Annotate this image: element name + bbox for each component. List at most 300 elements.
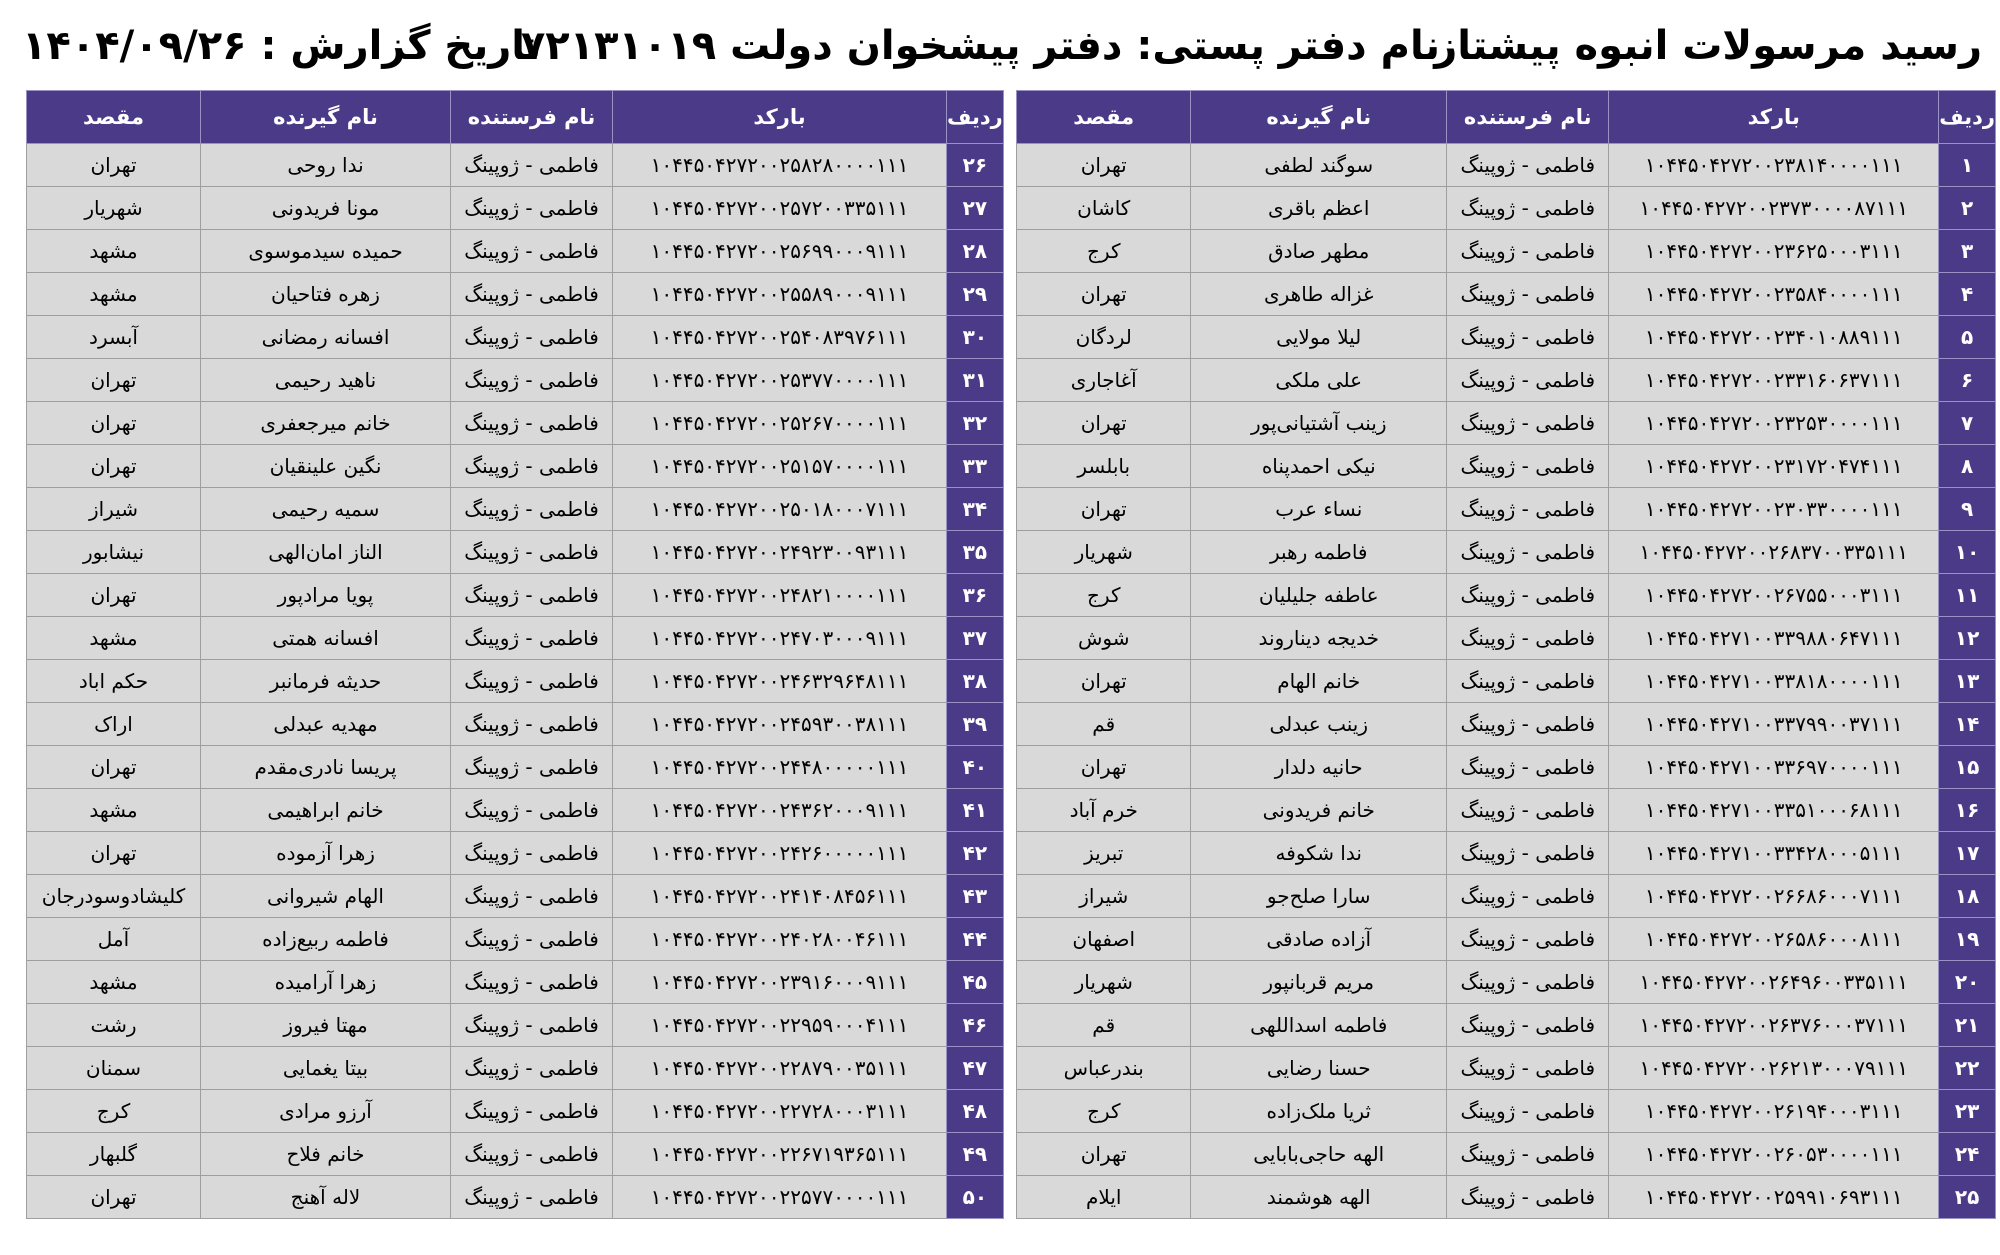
barcode-cell: ۱۰۴۴۵۰۴۲۷۲۰۰۲۴۸۲۱۰۰۰۰۱۱۱ bbox=[613, 574, 947, 617]
col-header-barcode: بارکد bbox=[1609, 91, 1939, 144]
table-row bbox=[1017, 359, 1996, 402]
table-row bbox=[1017, 961, 1996, 1004]
receiver-cell: زهرا آرامیده bbox=[201, 961, 451, 1004]
barcode-cell: ۱۰۴۴۵۰۴۲۷۲۰۰۲۲۵۷۷۰۰۰۰۱۱۱ bbox=[613, 1176, 947, 1219]
destination-cell: سمنان bbox=[27, 1047, 201, 1090]
receiver-cell: فاطمه رهبر bbox=[1191, 531, 1447, 574]
row-number: ۴۵ bbox=[947, 961, 1004, 1004]
barcode-cell: ۱۰۴۴۵۰۴۲۷۲۰۰۲۶۰۵۳۰۰۰۰۱۱۱ bbox=[1609, 1133, 1939, 1176]
row-number: ۱۴ bbox=[1939, 703, 1996, 746]
sender-cell: فاطمی - ژوپینگ bbox=[1447, 875, 1609, 918]
barcode-cell: ۱۰۴۴۵۰۴۲۷۲۰۰۲۴۵۹۳۰۰۳۸۱۱۱ bbox=[613, 703, 947, 746]
sender-cell: فاطمی - ژوپینگ bbox=[451, 144, 613, 187]
receiver-cell: حمیده سیدموسوی bbox=[201, 230, 451, 273]
sender-cell: فاطمی - ژوپینگ bbox=[1447, 617, 1609, 660]
barcode-cell: ۱۰۴۴۵۰۴۲۷۲۰۰۲۶۷۵۵۰۰۰۳۱۱۱ bbox=[1609, 574, 1939, 617]
row-number: ۳۶ bbox=[947, 574, 1004, 617]
table-row bbox=[1017, 789, 1996, 832]
destination-cell: آغاجاری bbox=[1017, 359, 1191, 402]
receiver-cell: فاطمه ربیع‌زاده bbox=[201, 918, 451, 961]
barcode-cell: ۱۰۴۴۵۰۴۲۷۱۰۰۳۳۵۱۰۰۰۶۸۱۱۱ bbox=[1609, 789, 1939, 832]
table-row bbox=[1017, 918, 1996, 961]
row-number: ۲۵ bbox=[1939, 1176, 1996, 1219]
sender-cell: فاطمی - ژوپینگ bbox=[1447, 273, 1609, 316]
table-row bbox=[27, 832, 1004, 875]
sender-cell: فاطمی - ژوپینگ bbox=[1447, 1004, 1609, 1047]
destination-cell: تهران bbox=[1017, 402, 1191, 445]
row-number: ۴۰ bbox=[947, 746, 1004, 789]
table-row bbox=[1017, 746, 1996, 789]
sender-cell: فاطمی - ژوپینگ bbox=[1447, 789, 1609, 832]
table-row bbox=[27, 445, 1004, 488]
barcode-cell: ۱۰۴۴۵۰۴۲۷۲۰۰۲۶۱۹۴۰۰۰۳۱۱۱ bbox=[1609, 1090, 1939, 1133]
destination-cell: مشهد bbox=[27, 789, 201, 832]
destination-cell: ایلام bbox=[1017, 1176, 1191, 1219]
receiver-cell: افسانه همتی bbox=[201, 617, 451, 660]
row-number: ۵۰ bbox=[947, 1176, 1004, 1219]
table-row bbox=[27, 789, 1004, 832]
row-number: ۹ bbox=[1939, 488, 1996, 531]
receiver-cell: زهره فتاحیان bbox=[201, 273, 451, 316]
receiver-cell: علی ملکی bbox=[1191, 359, 1447, 402]
parcels-table-left bbox=[26, 90, 1004, 1219]
sender-cell: فاطمی - ژوپینگ bbox=[451, 1176, 613, 1219]
destination-cell: تهران bbox=[1017, 746, 1191, 789]
destination-cell: تهران bbox=[27, 359, 201, 402]
table-row bbox=[27, 746, 1004, 789]
barcode-cell: ۱۰۴۴۵۰۴۲۷۲۰۰۲۵۳۷۷۰۰۰۰۱۱۱ bbox=[613, 359, 947, 402]
sender-cell: فاطمی - ژوپینگ bbox=[451, 1047, 613, 1090]
receiver-cell: زهرا آزموده bbox=[201, 832, 451, 875]
row-number: ۵ bbox=[1939, 316, 1996, 359]
table-row bbox=[1017, 574, 1996, 617]
barcode-cell: ۱۰۴۴۵۰۴۲۷۱۰۰۳۳۷۹۹۰۰۳۷۱۱۱ bbox=[1609, 703, 1939, 746]
sender-cell: فاطمی - ژوپینگ bbox=[1447, 316, 1609, 359]
sender-cell: فاطمی - ژوپینگ bbox=[1447, 359, 1609, 402]
row-number: ۲۱ bbox=[1939, 1004, 1996, 1047]
barcode-cell: ۱۰۴۴۵۰۴۲۷۲۰۰۲۴۷۰۳۰۰۰۹۱۱۱ bbox=[613, 617, 947, 660]
receiver-cell: حدیثه فرمانبر bbox=[201, 660, 451, 703]
receiver-cell: نگین علینقیان bbox=[201, 445, 451, 488]
destination-cell: کرج bbox=[1017, 230, 1191, 273]
sender-cell: فاطمی - ژوپینگ bbox=[451, 1133, 613, 1176]
table-row bbox=[1017, 445, 1996, 488]
destination-cell: تهران bbox=[1017, 488, 1191, 531]
table-body-right bbox=[1017, 144, 1996, 1219]
sender-cell: فاطمی - ژوپینگ bbox=[451, 617, 613, 660]
barcode-cell: ۱۰۴۴۵۰۴۲۷۲۰۰۲۶۲۱۳۰۰۰۷۹۱۱۱ bbox=[1609, 1047, 1939, 1090]
sender-cell: فاطمی - ژوپینگ bbox=[1447, 1176, 1609, 1219]
receiver-cell: سارا صلح‌جو bbox=[1191, 875, 1447, 918]
receiver-cell: ندا شکوفه bbox=[1191, 832, 1447, 875]
barcode-cell: ۱۰۴۴۵۰۴۲۷۱۰۰۳۳۴۲۸۰۰۰۵۱۱۱ bbox=[1609, 832, 1939, 875]
table-row bbox=[27, 660, 1004, 703]
sender-cell: فاطمی - ژوپینگ bbox=[451, 875, 613, 918]
receiver-cell: افسانه رمضانی bbox=[201, 316, 451, 359]
destination-cell: اصفهان bbox=[1017, 918, 1191, 961]
row-number: ۲۷ bbox=[947, 187, 1004, 230]
receiver-cell: الناز امان‌الهی bbox=[201, 531, 451, 574]
barcode-cell: ۱۰۴۴۵۰۴۲۷۲۰۰۲۴۴۸۰۰۰۰۰۱۱۱ bbox=[613, 746, 947, 789]
row-number: ۱۲ bbox=[1939, 617, 1996, 660]
sender-cell: فاطمی - ژوپینگ bbox=[451, 574, 613, 617]
table-row bbox=[1017, 832, 1996, 875]
row-number: ۳۴ bbox=[947, 488, 1004, 531]
table-row bbox=[27, 1133, 1004, 1176]
barcode-cell: ۱۰۴۴۵۰۴۲۷۲۰۰۲۵۹۹۱۰۶۹۳۱۱۱ bbox=[1609, 1176, 1939, 1219]
row-number: ۱۵ bbox=[1939, 746, 1996, 789]
row-number: ۲۹ bbox=[947, 273, 1004, 316]
table-row bbox=[27, 187, 1004, 230]
barcode-cell: ۱۰۴۴۵۰۴۲۷۲۰۰۲۳۹۱۶۰۰۰۹۱۱۱ bbox=[613, 961, 947, 1004]
destination-cell: تهران bbox=[27, 1176, 201, 1219]
col-header-row: ردیف bbox=[947, 91, 1004, 144]
table-row bbox=[1017, 144, 1996, 187]
col-header-receiver: نام گیرنده bbox=[201, 91, 451, 144]
table-row bbox=[27, 875, 1004, 918]
row-number: ۲۲ bbox=[1939, 1047, 1996, 1090]
destination-cell: شهریار bbox=[1017, 531, 1191, 574]
destination-cell: کاشان bbox=[1017, 187, 1191, 230]
row-number: ۳۰ bbox=[947, 316, 1004, 359]
row-number: ۲۸ bbox=[947, 230, 1004, 273]
receiver-cell: آزاده صادقی bbox=[1191, 918, 1447, 961]
receiver-cell: خدیجه دیناروند bbox=[1191, 617, 1447, 660]
sender-cell: فاطمی - ژوپینگ bbox=[451, 1004, 613, 1047]
sender-cell: فاطمی - ژوپینگ bbox=[1447, 488, 1609, 531]
destination-cell: حکم اباد bbox=[27, 660, 201, 703]
destination-cell: مشهد bbox=[27, 273, 201, 316]
table-row bbox=[27, 316, 1004, 359]
receiver-cell: غزاله طاهری bbox=[1191, 273, 1447, 316]
row-number: ۲۶ bbox=[947, 144, 1004, 187]
sender-cell: فاطمی - ژوپینگ bbox=[451, 918, 613, 961]
receiver-cell: حانیه دلدار bbox=[1191, 746, 1447, 789]
barcode-cell: ۱۰۴۴۵۰۴۲۷۱۰۰۳۳۹۸۸۰۶۴۷۱۱۱ bbox=[1609, 617, 1939, 660]
barcode-cell: ۱۰۴۴۵۰۴۲۷۲۰۰۲۶۴۹۶۰۰۳۳۵۱۱۱ bbox=[1609, 961, 1939, 1004]
table-header-row bbox=[27, 91, 1004, 144]
sender-cell: فاطمی - ژوپینگ bbox=[1447, 402, 1609, 445]
barcode-cell: ۱۰۴۴۵۰۴۲۷۲۰۰۲۵۶۹۹۰۰۰۹۱۱۱ bbox=[613, 230, 947, 273]
sender-cell: فاطمی - ژوپینگ bbox=[1447, 1133, 1609, 1176]
barcode-cell: ۱۰۴۴۵۰۴۲۷۲۰۰۲۴۳۶۲۰۰۰۹۱۱۱ bbox=[613, 789, 947, 832]
table-row bbox=[27, 230, 1004, 273]
destination-cell: آمل bbox=[27, 918, 201, 961]
destination-cell: شیراز bbox=[27, 488, 201, 531]
row-number: ۲۳ bbox=[1939, 1090, 1996, 1133]
receiver-cell: ندا روحی bbox=[201, 144, 451, 187]
destination-cell: شوش bbox=[1017, 617, 1191, 660]
table-row bbox=[27, 531, 1004, 574]
receiver-cell: پویا مرادپور bbox=[201, 574, 451, 617]
sender-cell: فاطمی - ژوپینگ bbox=[451, 531, 613, 574]
table-row bbox=[27, 703, 1004, 746]
col-header-receiver: نام گیرنده bbox=[1191, 91, 1447, 144]
barcode-cell: ۱۰۴۴۵۰۴۲۷۲۰۰۲۶۶۸۶۰۰۰۷۱۱۱ bbox=[1609, 875, 1939, 918]
destination-cell: تهران bbox=[1017, 660, 1191, 703]
table-row bbox=[1017, 187, 1996, 230]
destination-cell: رشت bbox=[27, 1004, 201, 1047]
destination-cell: تهران bbox=[1017, 273, 1191, 316]
row-number: ۳۹ bbox=[947, 703, 1004, 746]
row-number: ۸ bbox=[1939, 445, 1996, 488]
table-body-left bbox=[27, 144, 1004, 1219]
receiver-cell: حسنا رضایی bbox=[1191, 1047, 1447, 1090]
destination-cell: تهران bbox=[1017, 144, 1191, 187]
row-number: ۴۱ bbox=[947, 789, 1004, 832]
row-number: ۲۰ bbox=[1939, 961, 1996, 1004]
sender-cell: فاطمی - ژوپینگ bbox=[1447, 531, 1609, 574]
sender-cell: فاطمی - ژوپینگ bbox=[451, 832, 613, 875]
table-row bbox=[27, 1176, 1004, 1219]
destination-cell: قم bbox=[1017, 1004, 1191, 1047]
sender-cell: فاطمی - ژوپینگ bbox=[451, 230, 613, 273]
receiver-cell: الهام شیروانی bbox=[201, 875, 451, 918]
row-number: ۴۹ bbox=[947, 1133, 1004, 1176]
receiver-cell: سوگند لطفی bbox=[1191, 144, 1447, 187]
barcode-cell: ۱۰۴۴۵۰۴۲۷۲۰۰۲۵۱۵۷۰۰۰۰۱۱۱ bbox=[613, 445, 947, 488]
sender-cell: فاطمی - ژوپینگ bbox=[1447, 144, 1609, 187]
destination-cell: شیراز bbox=[1017, 875, 1191, 918]
destination-cell: کرج bbox=[1017, 574, 1191, 617]
destination-cell: نیشابور bbox=[27, 531, 201, 574]
row-number: ۳ bbox=[1939, 230, 1996, 273]
table-row bbox=[1017, 402, 1996, 445]
row-number: ۳۱ bbox=[947, 359, 1004, 402]
table-row bbox=[1017, 660, 1996, 703]
destination-cell: مشهد bbox=[27, 961, 201, 1004]
barcode-cell: ۱۰۴۴۵۰۴۲۷۲۰۰۲۳۰۳۳۰۰۰۰۱۱۱ bbox=[1609, 488, 1939, 531]
row-number: ۱۸ bbox=[1939, 875, 1996, 918]
sender-cell: فاطمی - ژوپینگ bbox=[1447, 961, 1609, 1004]
table-row bbox=[1017, 1176, 1996, 1219]
receiver-cell: زینب عبدلی bbox=[1191, 703, 1447, 746]
barcode-cell: ۱۰۴۴۵۰۴۲۷۲۰۰۲۳۴۰۱۰۸۸۹۱۱۱ bbox=[1609, 316, 1939, 359]
receiver-cell: مطهر صادق bbox=[1191, 230, 1447, 273]
receiver-cell: پریسا نادری‌مقدم bbox=[201, 746, 451, 789]
barcode-cell: ۱۰۴۴۵۰۴۲۷۲۰۰۲۳۱۷۲۰۴۷۴۱۱۱ bbox=[1609, 445, 1939, 488]
receiver-cell: مهتا فیروز bbox=[201, 1004, 451, 1047]
receiver-cell: مهدیه عبدلی bbox=[201, 703, 451, 746]
sender-cell: فاطمی - ژوپینگ bbox=[1447, 1047, 1609, 1090]
destination-cell: قم bbox=[1017, 703, 1191, 746]
sender-cell: فاطمی - ژوپینگ bbox=[451, 316, 613, 359]
receiver-cell: مونا فریدونی bbox=[201, 187, 451, 230]
receiver-cell: نیکی احمدپناه bbox=[1191, 445, 1447, 488]
destination-cell: شهریار bbox=[1017, 961, 1191, 1004]
table-row bbox=[27, 617, 1004, 660]
barcode-cell: ۱۰۴۴۵۰۴۲۷۲۰۰۲۳۳۱۶۰۶۳۷۱۱۱ bbox=[1609, 359, 1939, 402]
destination-cell: تهران bbox=[27, 574, 201, 617]
receiver-cell: اعظم باقری bbox=[1191, 187, 1447, 230]
barcode-cell: ۱۰۴۴۵۰۴۲۷۲۰۰۲۵۴۰۸۳۹۷۶۱۱۱ bbox=[613, 316, 947, 359]
row-number: ۲ bbox=[1939, 187, 1996, 230]
col-header-destination: مقصد bbox=[1017, 91, 1191, 144]
barcode-cell: ۱۰۴۴۵۰۴۲۷۲۰۰۲۵۵۸۹۰۰۰۹۱۱۱ bbox=[613, 273, 947, 316]
destination-cell: اراک bbox=[27, 703, 201, 746]
destination-cell: کرج bbox=[27, 1090, 201, 1133]
receiver-cell: خانم فلاح bbox=[201, 1133, 451, 1176]
row-number: ۴۷ bbox=[947, 1047, 1004, 1090]
destination-cell: شهریار bbox=[27, 187, 201, 230]
destination-cell: تبریز bbox=[1017, 832, 1191, 875]
destination-cell: کلیشادوسودرجان bbox=[27, 875, 201, 918]
barcode-cell: ۱۰۴۴۵۰۴۲۷۲۰۰۲۴۰۲۸۰۰۴۶۱۱۱ bbox=[613, 918, 947, 961]
table-row bbox=[1017, 617, 1996, 660]
sender-cell: فاطمی - ژوپینگ bbox=[1447, 574, 1609, 617]
row-number: ۴ bbox=[1939, 273, 1996, 316]
report-date: تاریخ گزارش : ۱۴۰۴/۰۹/۲۶ bbox=[22, 23, 542, 69]
col-header-sender: نام فرستنده bbox=[1447, 91, 1609, 144]
row-number: ۱۹ bbox=[1939, 918, 1996, 961]
row-number: ۳۵ bbox=[947, 531, 1004, 574]
barcode-cell: ۱۰۴۴۵۰۴۲۷۲۰۰۲۲۹۵۹۰۰۰۴۱۱۱ bbox=[613, 1004, 947, 1047]
destination-cell: تهران bbox=[27, 402, 201, 445]
receiver-cell: ناهید رحیمی bbox=[201, 359, 451, 402]
receiver-cell: لیلا مولایی bbox=[1191, 316, 1447, 359]
table-row bbox=[1017, 1004, 1996, 1047]
sender-cell: فاطمی - ژوپینگ bbox=[451, 488, 613, 531]
table-row bbox=[27, 144, 1004, 187]
barcode-cell: ۱۰۴۴۵۰۴۲۷۲۰۰۲۳۸۱۴۰۰۰۰۱۱۱ bbox=[1609, 144, 1939, 187]
destination-cell: بندرعباس bbox=[1017, 1047, 1191, 1090]
sender-cell: فاطمی - ژوپینگ bbox=[451, 789, 613, 832]
row-number: ۳۳ bbox=[947, 445, 1004, 488]
barcode-cell: ۱۰۴۴۵۰۴۲۷۲۰۰۲۲۸۷۹۰۰۳۵۱۱۱ bbox=[613, 1047, 947, 1090]
sender-cell: فاطمی - ژوپینگ bbox=[451, 445, 613, 488]
table-row bbox=[27, 359, 1004, 402]
sender-cell: فاطمی - ژوپینگ bbox=[451, 187, 613, 230]
sender-cell: فاطمی - ژوپینگ bbox=[451, 660, 613, 703]
receiver-cell: مریم قربانپور bbox=[1191, 961, 1447, 1004]
destination-cell: لردگان bbox=[1017, 316, 1191, 359]
table-row bbox=[27, 918, 1004, 961]
barcode-cell: ۱۰۴۴۵۰۴۲۷۲۰۰۲۳۵۸۴۰۰۰۰۱۱۱ bbox=[1609, 273, 1939, 316]
row-number: ۴۶ bbox=[947, 1004, 1004, 1047]
destination-cell: تهران bbox=[27, 144, 201, 187]
sender-cell: فاطمی - ژوپینگ bbox=[1447, 230, 1609, 273]
destination-cell: خرم آباد bbox=[1017, 789, 1191, 832]
barcode-cell: ۱۰۴۴۵۰۴۲۷۱۰۰۳۳۸۱۸۰۰۰۰۱۱۱ bbox=[1609, 660, 1939, 703]
destination-cell: تهران bbox=[27, 746, 201, 789]
row-number: ۱۶ bbox=[1939, 789, 1996, 832]
table-row bbox=[1017, 273, 1996, 316]
row-number: ۲۴ bbox=[1939, 1133, 1996, 1176]
table-row bbox=[27, 574, 1004, 617]
row-number: ۳۷ bbox=[947, 617, 1004, 660]
destination-cell: کرج bbox=[1017, 1090, 1191, 1133]
barcode-cell: ۱۰۴۴۵۰۴۲۷۲۰۰۲۴۲۶۰۰۰۰۰۱۱۱ bbox=[613, 832, 947, 875]
destination-cell: تهران bbox=[27, 445, 201, 488]
barcode-cell: ۱۰۴۴۵۰۴۲۷۱۰۰۳۳۶۹۷۰۰۰۰۱۱۱ bbox=[1609, 746, 1939, 789]
barcode-cell: ۱۰۴۴۵۰۴۲۷۲۰۰۲۶۳۷۶۰۰۰۳۷۱۱۱ bbox=[1609, 1004, 1939, 1047]
barcode-cell: ۱۰۴۴۵۰۴۲۷۲۰۰۲۵۸۲۸۰۰۰۰۱۱۱ bbox=[613, 144, 947, 187]
row-number: ۳۲ bbox=[947, 402, 1004, 445]
table-row bbox=[1017, 531, 1996, 574]
row-number: ۱ bbox=[1939, 144, 1996, 187]
row-number: ۶ bbox=[1939, 359, 1996, 402]
sender-cell: فاطمی - ژوپینگ bbox=[1447, 918, 1609, 961]
row-number: ۱۱ bbox=[1939, 574, 1996, 617]
row-number: ۴۸ bbox=[947, 1090, 1004, 1133]
col-header-sender: نام فرستنده bbox=[451, 91, 613, 144]
table-row bbox=[1017, 316, 1996, 359]
table-row bbox=[1017, 1090, 1996, 1133]
destination-cell: تهران bbox=[1017, 1133, 1191, 1176]
row-number: ۴۲ bbox=[947, 832, 1004, 875]
row-number: ۴۳ bbox=[947, 875, 1004, 918]
sender-cell: فاطمی - ژوپینگ bbox=[451, 402, 613, 445]
barcode-cell: ۱۰۴۴۵۰۴۲۷۲۰۰۲۴۱۴۰۸۴۵۶۱۱۱ bbox=[613, 875, 947, 918]
barcode-cell: ۱۰۴۴۵۰۴۲۷۲۰۰۲۲۷۲۸۰۰۰۳۱۱۱ bbox=[613, 1090, 947, 1133]
receiver-cell: عاطفه جلیلیان bbox=[1191, 574, 1447, 617]
barcode-cell: ۱۰۴۴۵۰۴۲۷۲۰۰۲۲۶۷۱۹۳۶۵۱۱۱ bbox=[613, 1133, 947, 1176]
receiver-cell: الهه حاجی‌بابایی bbox=[1191, 1133, 1447, 1176]
destination-cell: گلبهار bbox=[27, 1133, 201, 1176]
sender-cell: فاطمی - ژوپینگ bbox=[451, 746, 613, 789]
report-header bbox=[0, 0, 2000, 88]
post-office-name: نام دفتر پستی: دفتر پیشخوان دولت ۷۲۱۳۱۰۱۹ bbox=[520, 23, 1440, 69]
receiver-cell: آرزو مرادی bbox=[201, 1090, 451, 1133]
sender-cell: فاطمی - ژوپینگ bbox=[1447, 746, 1609, 789]
table-row bbox=[27, 1004, 1004, 1047]
barcode-cell: ۱۰۴۴۵۰۴۲۷۲۰۰۲۵۰۱۸۰۰۰۷۱۱۱ bbox=[613, 488, 947, 531]
table-row bbox=[1017, 703, 1996, 746]
barcode-cell: ۱۰۴۴۵۰۴۲۷۲۰۰۲۶۵۸۶۰۰۰۸۱۱۱ bbox=[1609, 918, 1939, 961]
row-number: ۱۰ bbox=[1939, 531, 1996, 574]
sender-cell: فاطمی - ژوپینگ bbox=[451, 359, 613, 402]
table-row bbox=[27, 1047, 1004, 1090]
row-number: ۱۳ bbox=[1939, 660, 1996, 703]
table-row bbox=[1017, 1133, 1996, 1176]
parcels-table-right bbox=[1016, 90, 1996, 1219]
barcode-cell: ۱۰۴۴۵۰۴۲۷۲۰۰۲۴۶۳۲۹۶۴۸۱۱۱ bbox=[613, 660, 947, 703]
table-row bbox=[1017, 230, 1996, 273]
destination-cell: مشهد bbox=[27, 230, 201, 273]
table-row bbox=[1017, 488, 1996, 531]
receiver-cell: بیتا یغمایی bbox=[201, 1047, 451, 1090]
sender-cell: فاطمی - ژوپینگ bbox=[451, 703, 613, 746]
barcode-cell: ۱۰۴۴۵۰۴۲۷۲۰۰۲۳۲۵۳۰۰۰۰۱۱۱ bbox=[1609, 402, 1939, 445]
receiver-cell: نساء عرب bbox=[1191, 488, 1447, 531]
row-number: ۱۷ bbox=[1939, 832, 1996, 875]
barcode-cell: ۱۰۴۴۵۰۴۲۷۲۰۰۲۴۹۲۳۰۰۹۳۱۱۱ bbox=[613, 531, 947, 574]
destination-cell: بابلسر bbox=[1017, 445, 1191, 488]
receiver-cell: خانم میرجعفری bbox=[201, 402, 451, 445]
table-header-row bbox=[1017, 91, 1996, 144]
table-row bbox=[27, 488, 1004, 531]
receiver-cell: خانم الهام bbox=[1191, 660, 1447, 703]
receiver-cell: الهه هوشمند bbox=[1191, 1176, 1447, 1219]
row-number: ۴۴ bbox=[947, 918, 1004, 961]
barcode-cell: ۱۰۴۴۵۰۴۲۷۲۰۰۲۵۲۶۷۰۰۰۰۱۱۱ bbox=[613, 402, 947, 445]
barcode-cell: ۱۰۴۴۵۰۴۲۷۲۰۰۲۳۷۳۰۰۰۰۸۷۱۱۱ bbox=[1609, 187, 1939, 230]
sender-cell: فاطمی - ژوپینگ bbox=[1447, 832, 1609, 875]
row-number: ۷ bbox=[1939, 402, 1996, 445]
receiver-cell: لاله آهنج bbox=[201, 1176, 451, 1219]
col-header-destination: مقصد bbox=[27, 91, 201, 144]
sender-cell: فاطمی - ژوپینگ bbox=[1447, 1090, 1609, 1133]
row-number: ۳۸ bbox=[947, 660, 1004, 703]
table-row bbox=[1017, 1047, 1996, 1090]
destination-cell: تهران bbox=[27, 832, 201, 875]
receiver-cell: خانم فریدونی bbox=[1191, 789, 1447, 832]
report-title: رسید مرسولات انبوه پیشتاز bbox=[1434, 23, 1982, 69]
table-row bbox=[27, 273, 1004, 316]
sender-cell: فاطمی - ژوپینگ bbox=[1447, 445, 1609, 488]
destination-cell: آبسرد bbox=[27, 316, 201, 359]
col-header-barcode: بارکد bbox=[613, 91, 947, 144]
